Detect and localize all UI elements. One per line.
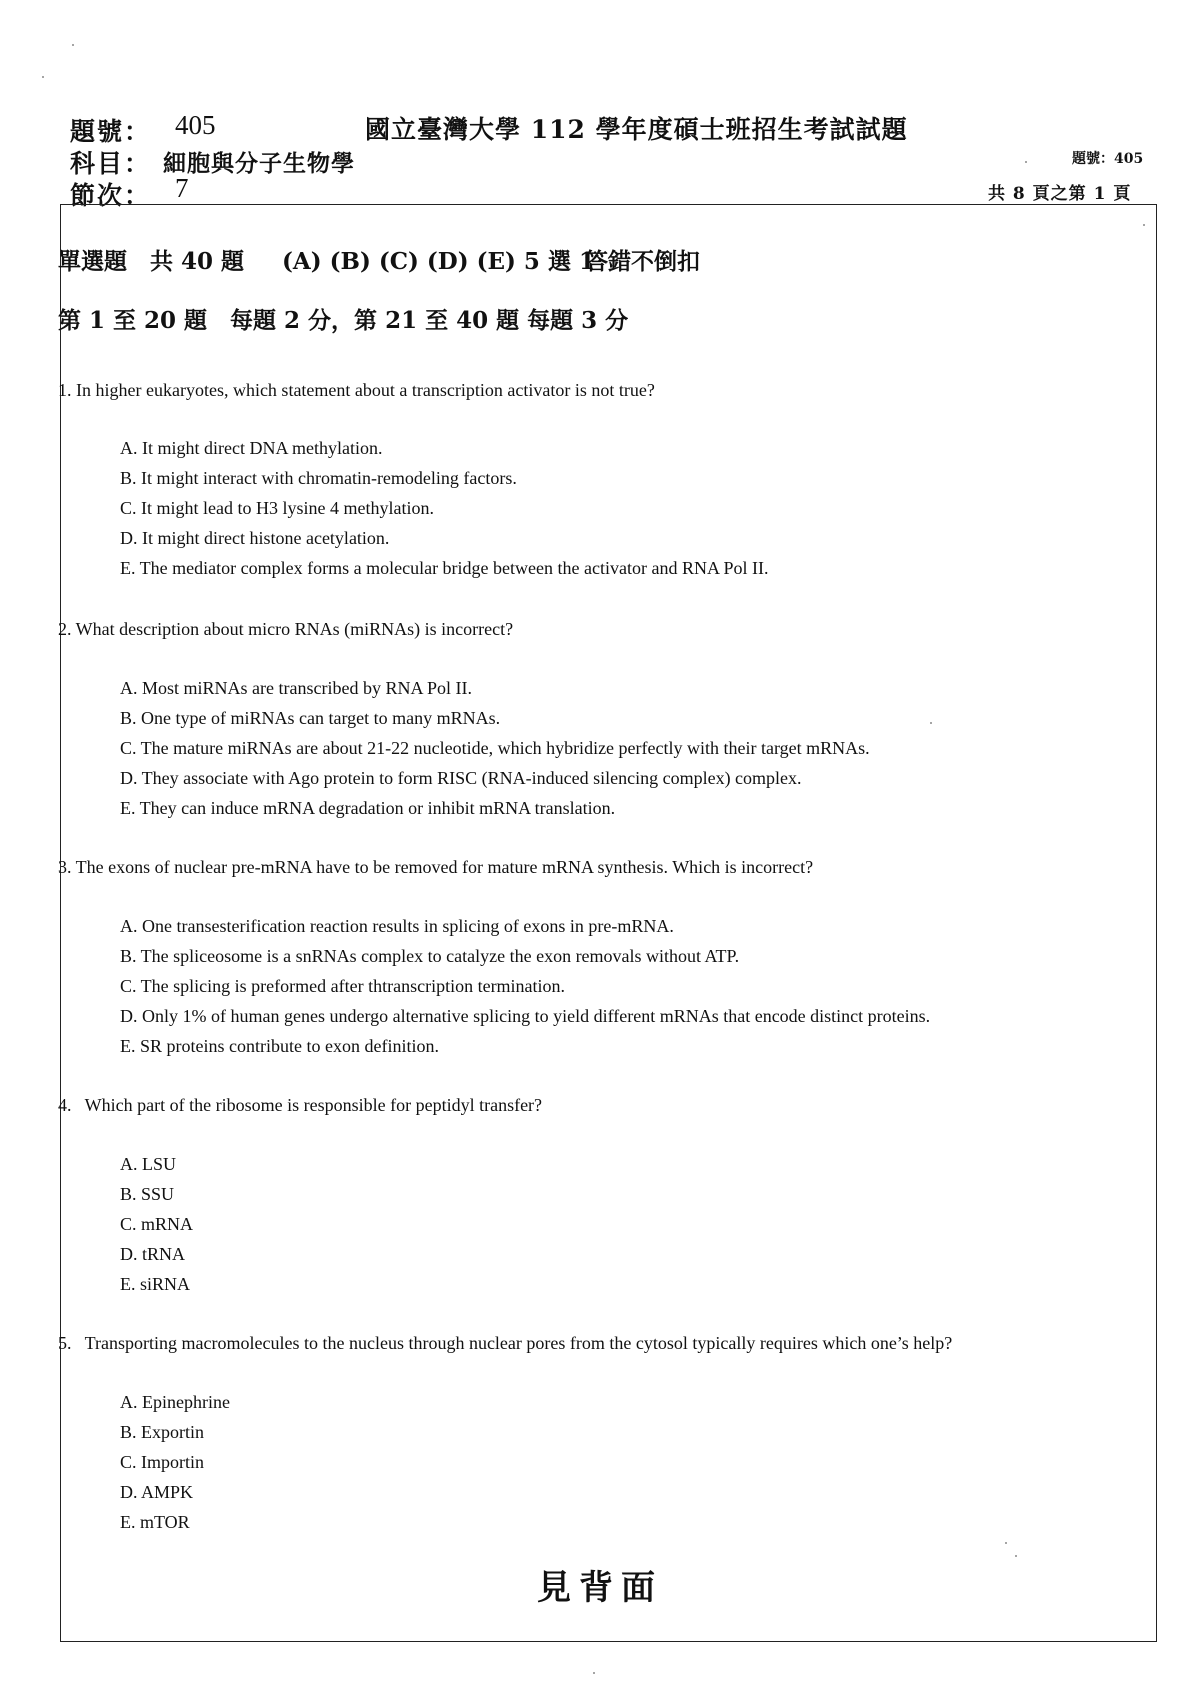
q4-option-b: B. SSU	[120, 1184, 175, 1204]
question-3: 3. The exons of nuclear pre-mRNA have to be removed for mature mRNA synthesis. Which is incorrect?	[58, 857, 814, 877]
exam-code-label: 題號：	[70, 117, 152, 146]
see-back-notice: 見背面	[537, 1568, 663, 1608]
scan-speck	[1143, 224, 1145, 226]
q1-option-c: C. It might lead to H3 lysine 4 methylation.	[120, 498, 434, 518]
scan-speck	[72, 44, 74, 46]
scan-speck	[1005, 1542, 1007, 1544]
scan-speck	[593, 1672, 595, 1674]
scan-speck	[1015, 1555, 1017, 1557]
q5-option-d: D. AMPK	[120, 1482, 194, 1502]
q2-option-e: E. They can induce mRNA degradation or inhibit mRNA translation.	[120, 798, 616, 818]
rules-line1-penalty: 答錯不倒扣	[585, 248, 700, 275]
q5-option-b: B. Exportin	[120, 1422, 204, 1442]
q4-option-e: E. siRNA	[120, 1274, 191, 1294]
q2-option-d: D. They associate with Ago protein to form RISC (RNA-induced silencing complex) complex.	[120, 768, 802, 788]
rules-line2-scoring: 第 1 至 20 題 每題 2 分，第 21 至 40 題 每題 3 分	[58, 307, 629, 334]
scan-speck	[1025, 161, 1027, 163]
q1-option-e: E. The mediator complex forms a molecular bridge between the activator and RNA Pol II.	[120, 558, 769, 578]
q5-option-a: A. Epinephrine	[120, 1392, 230, 1412]
q3-option-b: B. The spliceosome is a snRNAs complex to catalyze the exon removals without ATP.	[120, 946, 740, 966]
q1-option-d: D. It might direct histone acetylation.	[120, 528, 390, 548]
question-2: 2. What description about micro RNAs (miRNAs) is incorrect?	[58, 619, 514, 639]
rules-line1-format: (A) (B) (C) (D) (E) 5 選 1	[282, 248, 595, 275]
question-4: 4. Which part of the ribosome is responsible for peptidyl transfer?	[58, 1095, 543, 1115]
q3-option-d: D. Only 1% of human genes undergo alternative splicing to yield different mRNAs that encode distinct proteins.	[120, 1006, 931, 1026]
scan-speck	[42, 76, 44, 78]
q4-option-d: D. tRNA	[120, 1244, 186, 1264]
q5-option-c: C. Importin	[120, 1452, 204, 1472]
q2-option-b: B. One type of miRNAs can target to many mRNAs.	[120, 708, 501, 728]
subject-value: 細胞與分子生物學	[163, 150, 355, 177]
q3-option-c: C. The splicing is preformed after thtranscription termination.	[120, 976, 566, 996]
page-info: 共 8 頁之第 1 頁	[988, 184, 1132, 204]
q3-option-a: A. One transesterification reaction results in splicing of exons in pre-mRNA.	[120, 916, 674, 936]
question-5: 5. Transporting macromolecules to the nucleus through nuclear pores from the cytosol typically requires which one’s help?	[58, 1333, 953, 1353]
exam-title: 國立臺灣大學 112 學年度碩士班招生考試試題	[365, 115, 908, 144]
q2-option-c: C. The mature miRNAs are about 21-22 nucleotide, which hybridize perfectly with their target mRNAs.	[120, 738, 870, 758]
q5-option-e: E. mTOR	[120, 1512, 190, 1532]
exam-code-value: 405	[175, 110, 216, 140]
q2-option-a: A. Most miRNAs are transcribed by RNA Pol II.	[120, 678, 472, 698]
session-value: 7	[175, 173, 189, 203]
q4-option-a: A. LSU	[120, 1154, 177, 1174]
q1-option-a: A. It might direct DNA methylation.	[120, 438, 383, 458]
scan-speck	[930, 722, 932, 724]
exam-code-small: 題號：405	[1072, 151, 1144, 167]
q1-option-b: B. It might interact with chromatin-remodeling factors.	[120, 468, 517, 488]
rules-line1-count: 單選題 共 40 題	[58, 248, 245, 275]
session-label: 節次：	[70, 181, 152, 210]
question-1: 1. In higher eukaryotes, which statement about a transcription activator is not true?	[58, 380, 655, 400]
subject-label: 科目：	[70, 149, 152, 178]
q4-option-c: C. mRNA	[120, 1214, 194, 1234]
q3-option-e: E. SR proteins contribute to exon definition.	[120, 1036, 439, 1056]
